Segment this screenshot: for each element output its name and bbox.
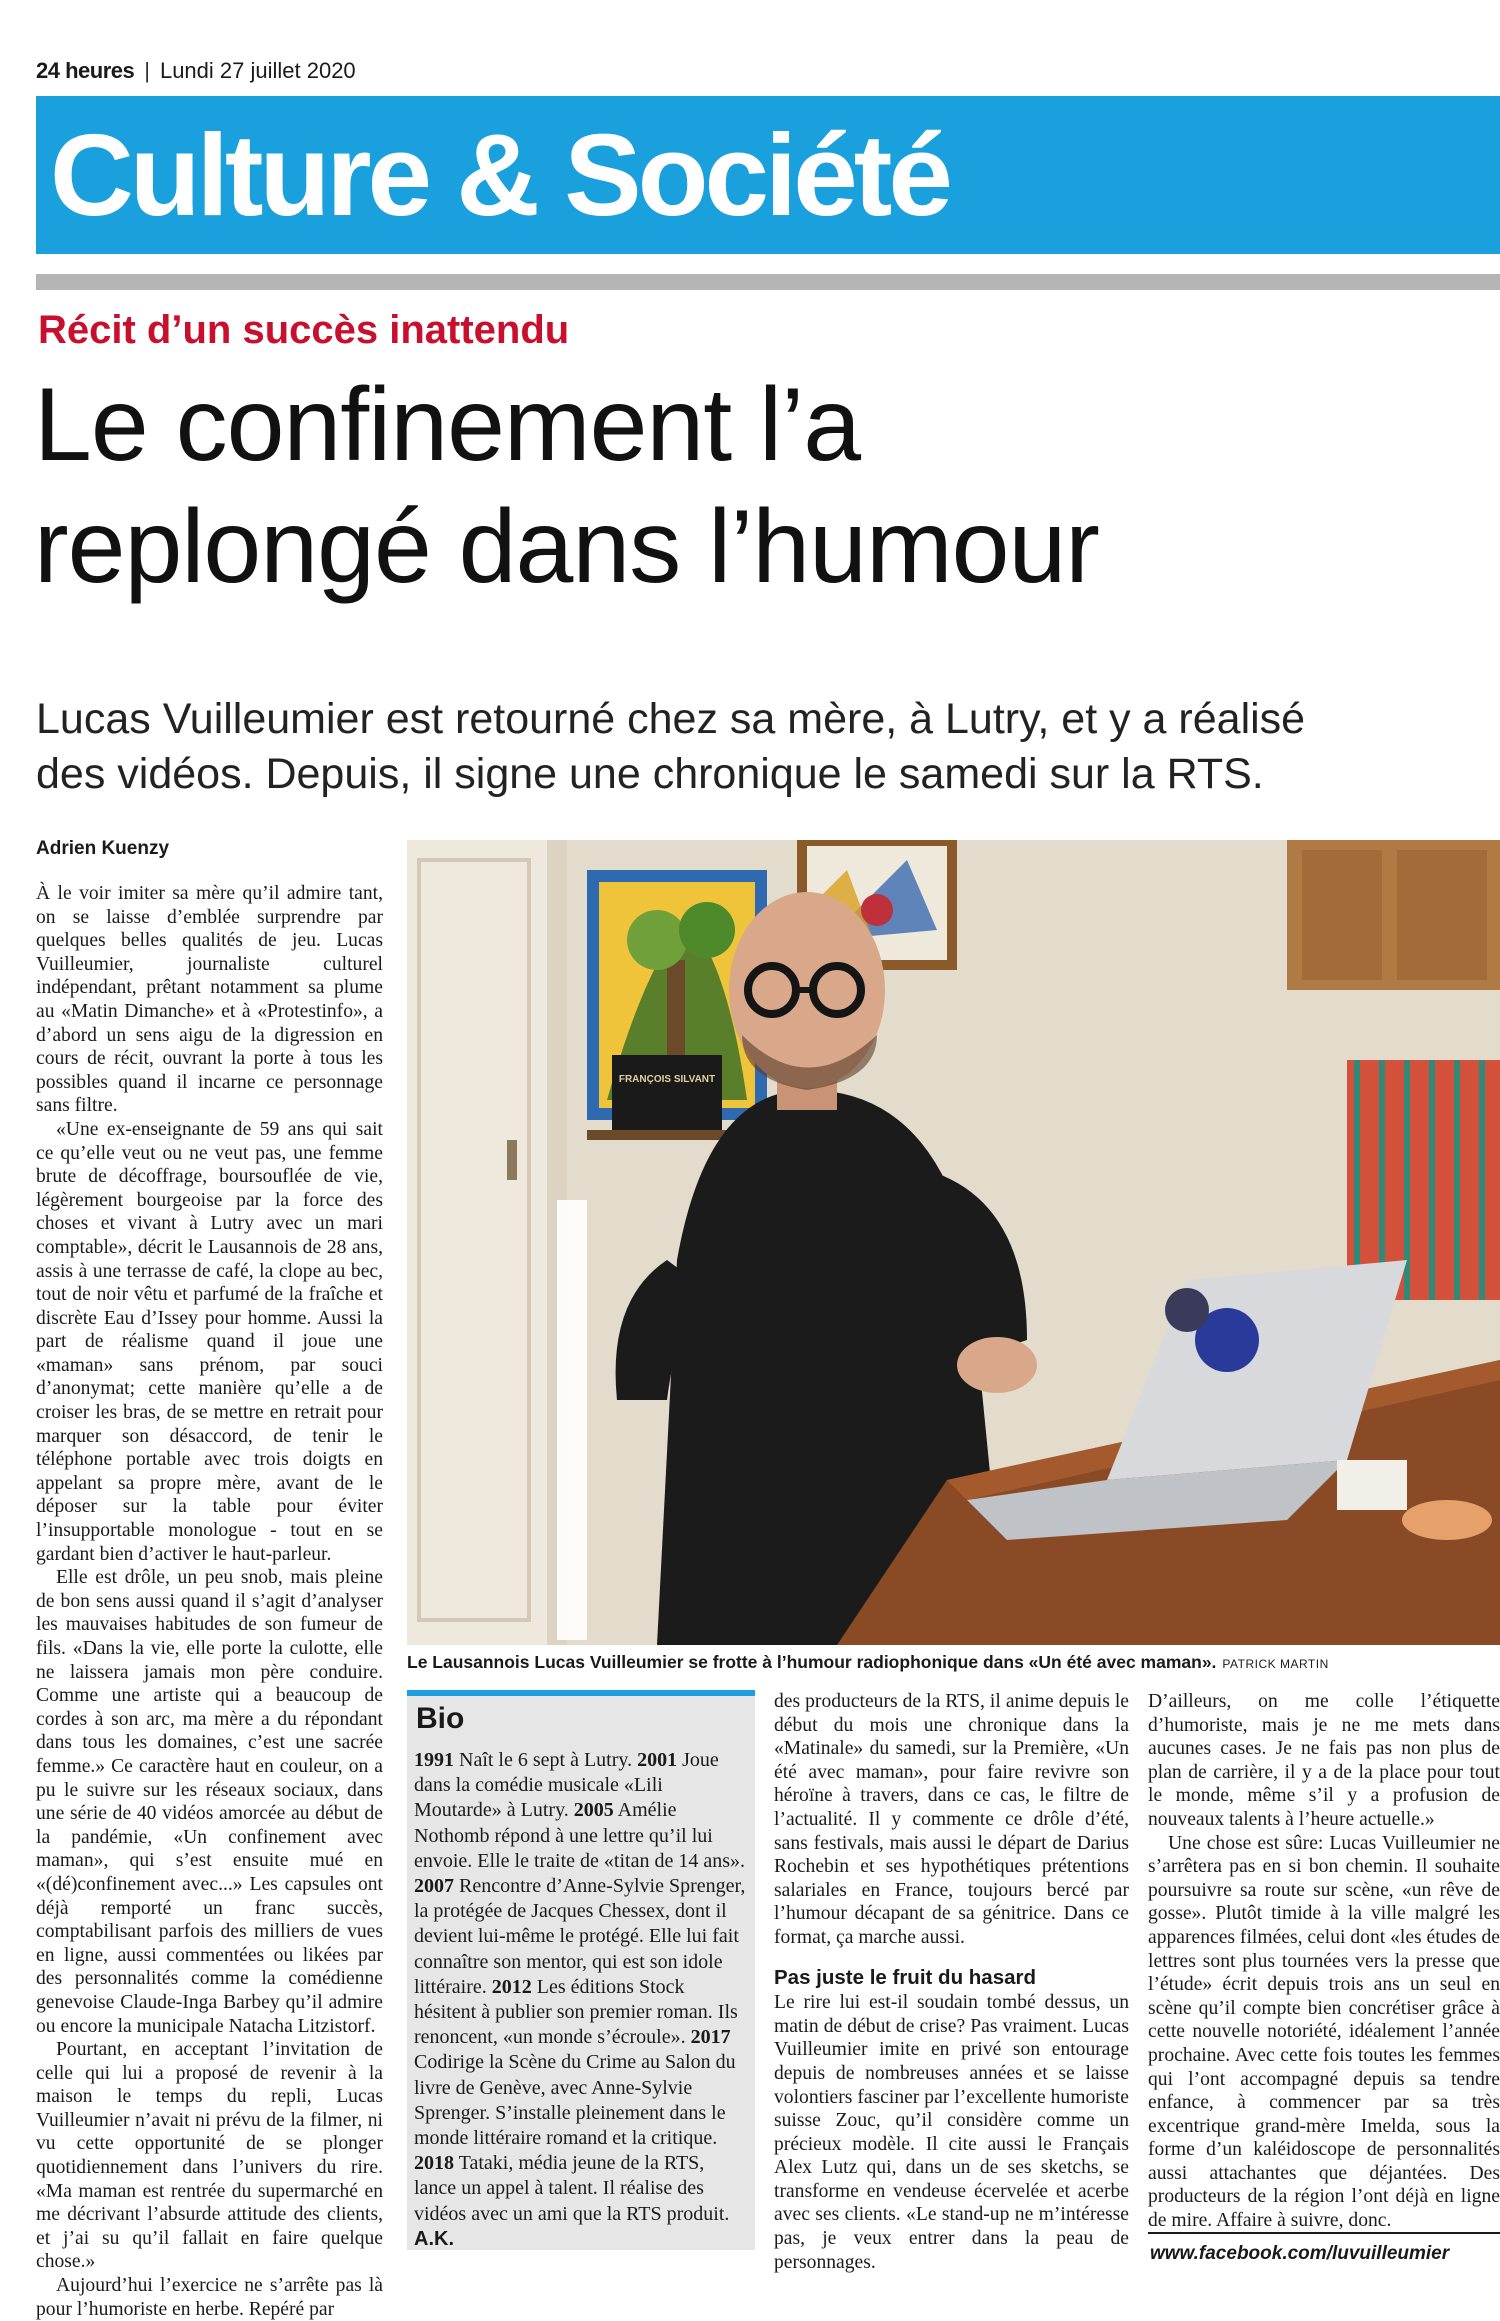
caption-text: Le Lausannois Lucas Vuilleumier se frotte à l’humour radiophonique dans «Un été avec maman». [407, 1652, 1217, 1672]
bio-year: 2005 [573, 1799, 614, 1822]
bio-year: 2017 [690, 2026, 731, 2049]
bio-entry: Les éditions Stock hésitent à publier son premier roman. Ils renoncent, «un monde s’écroule». [414, 1975, 738, 2049]
bio-entry: Amélie Nothomb répond à une lettre qu’il lui envoie. Elle le traite de «titan de 14 ans». [414, 1799, 745, 1872]
bio-text [414, 1748, 750, 2252]
bio-year: 2007 [414, 1875, 454, 1898]
footer-rule [1148, 2232, 1500, 2234]
masthead [36, 58, 1486, 94]
paragraph: des producteurs de la RTS, il anime depuis le début du mois une chronique dans la «Matinale» du samedi, sur la Première, «Un été avec maman», pour faire revivre son héroïne à travers, dans ce cas, le filtre de l’actualité. Il y commente ce drôle d’été, sans festivals, mais aussi le départ de Darius Rochebin et ses hypothétiques prétentions salariales en France, toujours bercé par l’humour décapant de sa génitrice. Dans ce format, ça marche aussi. [774, 1691, 1129, 1948]
paragraph: Une chose est sûre: Lucas Vuilleumier ne s’arrêtera pas en si bon chemin. Il souhaite poursuivre sa route sur scène, «un rêve de gosse». Plutôt timide à la ville malgré les apparences filmées, celui dont «les études de lettres sont plus tournées vers la presse que l’étude» écrit depuis trois ans un seul en scène qu’il compte bien concrétiser grâce à cette nouvelle notoriété, idéalement l’année prochaine. Avec cette fois toutes les femmes qui l’ont accompagné depuis sa tendre enfance, à commencer par sa très excentrique grand-mère Imelda, sous la forme d’un kaléidoscope de personnalités aussi attachantes que déjantées. Des producteurs de la région l’ont déjà en ligne de mire. Affaire à suivre, donc. [1148, 1832, 1500, 2232]
bio-entry: Tataki, média jeune de la RTS, lance un appel à talent. Il réalise des vidéos avec un ami que la RTS produit. [414, 2152, 730, 2225]
bio-entry: Naît le 6 sept à Lutry. [459, 1749, 633, 1771]
masthead-separator: | [144, 58, 150, 83]
facebook-link[interactable]: www.facebook.com/luvuilleumier [1150, 2243, 1450, 2264]
article-subhead: Pas juste le fruit du hasard [774, 1965, 1037, 1989]
newspaper-name: 24 heures [36, 58, 135, 83]
bio-signature: A.K. [414, 2227, 454, 2250]
article-lead [36, 692, 1476, 802]
bio-title: Bio [416, 1702, 465, 1735]
bio-year: 2018 [414, 2152, 454, 2175]
paragraph: Le rire lui est-il soudain tombé dessus, un matin de début de crise? Pas vraiment. Lucas Vuilleumier imite en privé son entourage depuis de nombreuses années et se laisse volontiers fasciner par l’excellente humoriste suisse Zouc, qu’il considère comme un précieux modèle. Il cite aussi le Français Alex Lutz qui, dans un de ses sketchs, se transforme en vendeuse écervelée et acerbe avec ses clients. «Le stand-up ne m’intéresse pas, je veux entrer dans la peau de personnages. [774, 1992, 1129, 2273]
paragraph: «Une ex-enseignante de 59 ans qui sait ce qu’elle veut ou ne veut pas, une femme brute de décoffrage, boursouflée de vie, légèrement bourgeoise par la force des choses et vivant à Lutry avec un mari comptable», décrit le Lausannois de 28 ans, assis à une terrasse de café, la clope au bec, tout de noir vêtu et parfumé de la fraîche et discrète Eau d’Issey pour homme. Aussi la part de réalisme quand il joue une «maman» sans prénom, par souci d’anonymat; cette manière qu’elle a de croiser les bras, de se mettre en retrait pour marquer son désaccord, de tenir le téléphone portable avec trois doigts en appelant sa propre mère, avant de le déposer sur la table pour éviter l’insupportable monologue - tout en se gardant bien d’activer le haut-parleur. [36, 1118, 383, 1565]
article-kicker: Récit d’un succès inattendu [38, 308, 570, 352]
bio-entry: Codirige la Scène du Crime au Salon du livre de Genève, avec Anne-Sylvie Sprenger. S’installe pleinement dans le monde littéraire romand et la critique. [414, 2051, 736, 2150]
photo-credit: PATRICK MARTIN [1222, 1657, 1329, 1671]
lead-line-2: des vidéos. Depuis, il signe une chronique le samedi sur la RTS. [36, 750, 1264, 798]
paragraph: Elle est drôle, un peu snob, mais pleine de bon sens aussi quand il s’agit d’analyser les mauvaises habitudes de son fumeur de fils. «Dans la vie, elle porte la culotte, elle ne laissera jamais mon père conduire. Comme une artiste qui a beaucoup de cordes à son arc, ma mère a du répondant dans tous les domaines, c’est une sacrée femme.» Ce caractère haut en couleur, on a pu le suivre sur les réseaux sociaux, dans une série de 40 vidéos amorcée au début de la pandémie, «Un confinement avec maman», qui s’est ensuite mué en «(dé)confinement avec...» Les capsules ont déjà remporté un franc succès, comptabilisant parfois des milliers de vues en ligne, aussi commentées ou likées par des personnalités comme la comédienne genevoise Claude-Inga Barbey qu’il admire ou encore la municipale Natacha Litzistorf. [36, 1567, 383, 2037]
article-photo [407, 840, 1500, 1645]
bio-entry: Rencontre d’Anne-Sylvie Sprenger, la protégée de Jacques Chessex, dont il devient lui-même le protégé. Elle lui fait connaître son mentor, qui est son idole littéraire. [414, 1875, 746, 1998]
paragraph: D’ailleurs, on me colle l’étiquette d’humoriste, mais je ne me mets dans aucunes cases. Je ne fais pas non plus de plan de carrière, il y a de la place pour tout le monde, même s’il y a profusion de nouveaux talents à l’heure actuelle.» [1148, 1691, 1500, 1830]
bio-entry: Joue dans la comédie musicale «Lili Moutarde» à Lutry. [414, 1749, 719, 1822]
section-divider [36, 274, 1500, 290]
article-column-4 [1148, 1690, 1500, 2232]
paragraph: Aujourd’hui l’exercice ne s’arrête pas là pour l’humoriste en herbe. Repéré par [36, 2275, 383, 2320]
lead-line-1: Lucas Vuilleumier est retourné chez sa mère, à Lutry, et y a réalisé [36, 695, 1306, 743]
headline-line-2: replongé dans l’humour [34, 489, 1099, 605]
byline: Adrien Kuenzy [36, 838, 170, 859]
paragraph: Pourtant, en acceptant l’invitation de celle qui lui a proposé de revenir à la maison le temps du repli, Lucas Vuilleumier n’avait ni prévu de la filmer, ni vu cette opportunité de se plonger quotidiennement dans l’univers du rire. «Ma maman est rentrée du supermarché en me décrivant l’absurde attitude des clients, et j’ai su qu’il fallait en faire quelque chose.» [36, 2039, 383, 2273]
bio-year: 1991 [414, 1749, 454, 1771]
paragraph: À le voir imiter sa mère qu’il admire tant, on se laisse d’emblée surprendre par quelques belles qualités de jeu. Lucas Vuilleumier, journaliste culturel indépendant, prêtant notamment sa plume au «Matin Dimanche» et à «Protestinfo», a d’abord un sens aigu de la digression en cours de récit, ouvrant la porte à tous les possibles quand il incarne ce personnage sans filtre. [36, 883, 383, 1117]
article-column-1 [36, 882, 383, 2320]
bio-year: 2012 [491, 1975, 532, 1998]
book-title: FRANÇOIS SILVANT [618, 1074, 716, 1085]
article-headline [34, 364, 1494, 608]
photo-caption [407, 1652, 1500, 1673]
headline-line-1: Le confinement l’a [34, 367, 861, 483]
section-title: Culture & Société [50, 110, 949, 240]
article-column-3 [774, 1690, 1129, 2280]
bio-box-accent-bar [407, 1690, 755, 1696]
issue-date: Lundi 27 juillet 2020 [159, 58, 356, 83]
bio-year: 2001 [637, 1749, 678, 1771]
